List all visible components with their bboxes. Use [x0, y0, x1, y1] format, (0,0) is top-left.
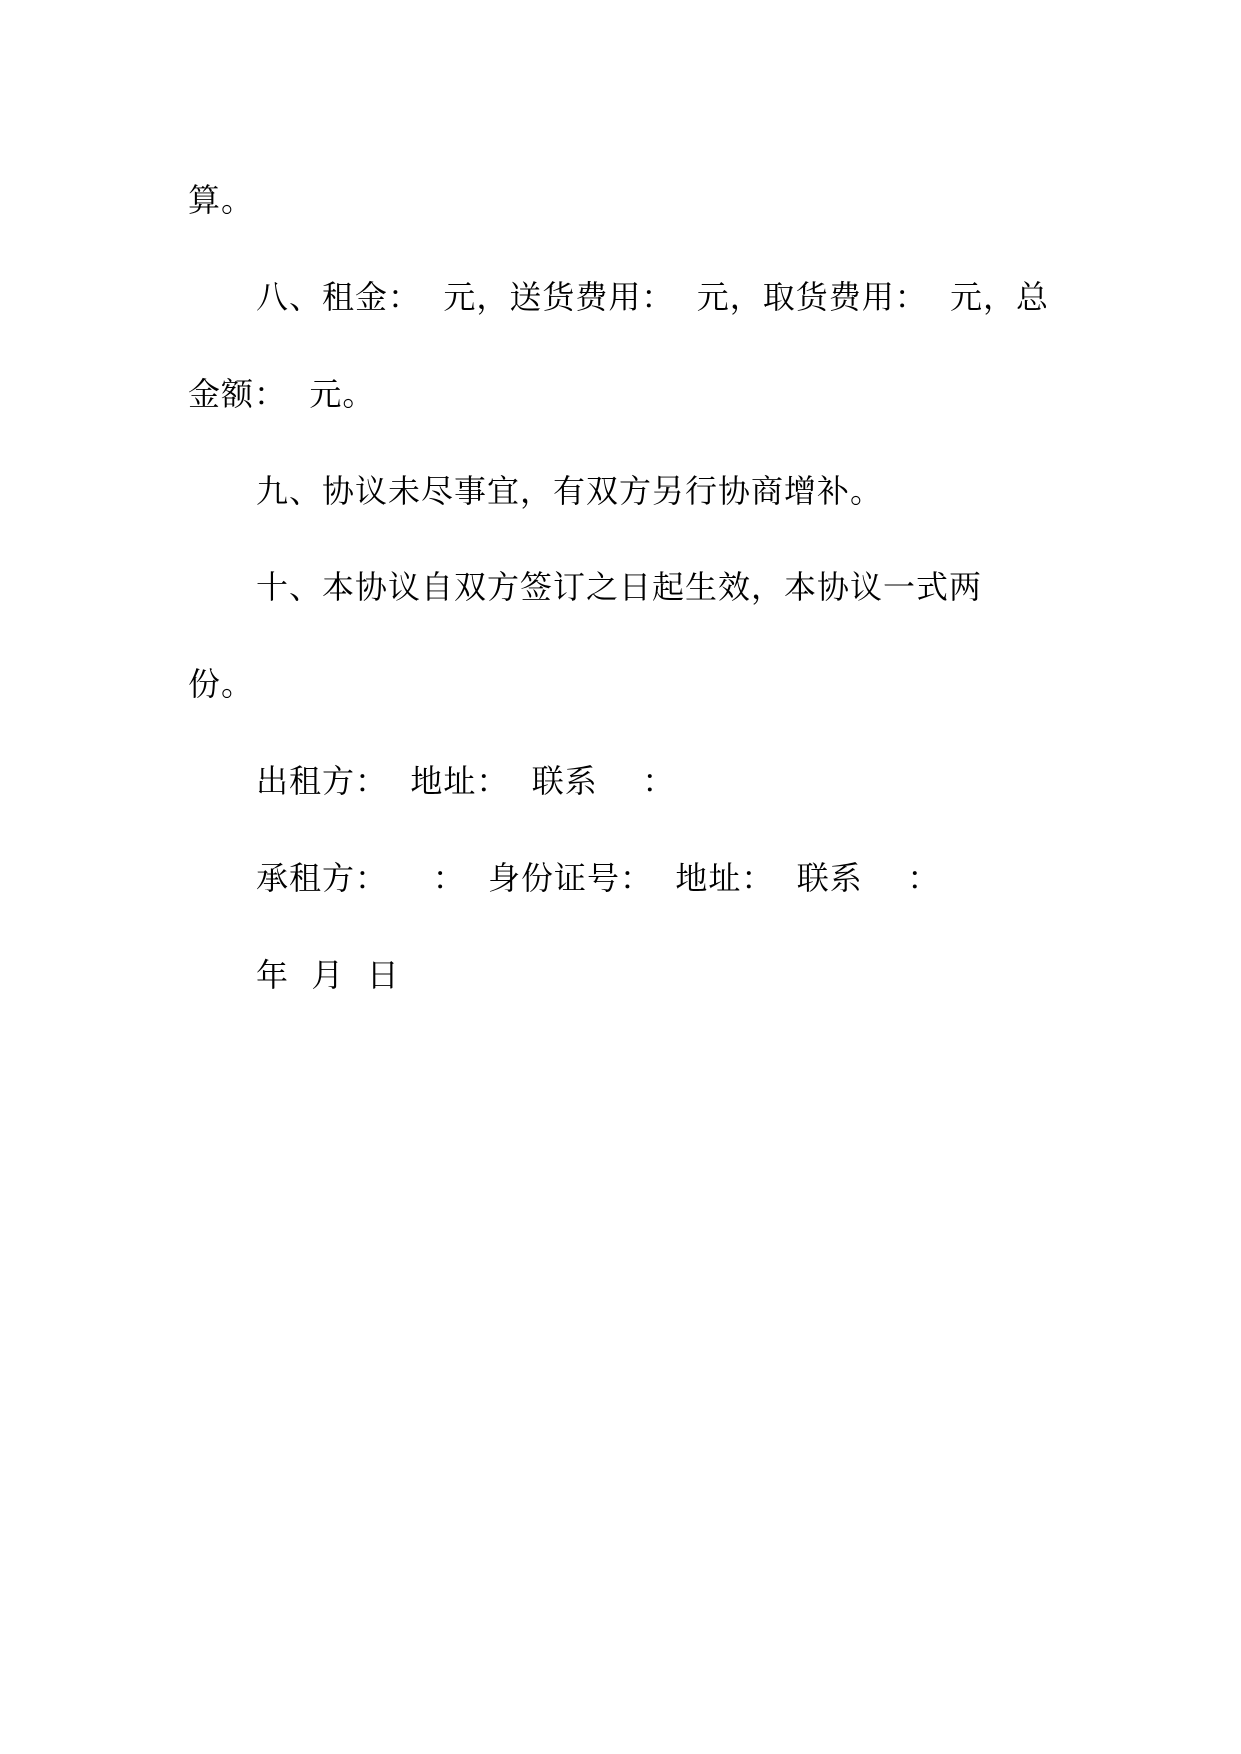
- lessee-signature-line: 承租方： ： 身份证号： 地址： 联系 ：: [256, 859, 941, 897]
- clause-9-supplement: 九、协议未尽事宜，有双方另行协商增补。: [256, 472, 884, 510]
- date-line: 年 月 日: [256, 956, 400, 994]
- lessor-signature-line: 出租方： 地址： 联系 ：: [256, 762, 676, 800]
- settlement-continuation: 算。: [188, 181, 255, 219]
- clause-10-effective: 十、本协议自双方签订之日起生效，本协议一式两: [256, 568, 983, 606]
- clause-10-continuation: 份。: [188, 665, 255, 703]
- clause-8-rent-fees: 八、租金： 元，送货费用： 元，取货费用： 元，总: [256, 278, 1050, 316]
- clause-8-total-amount: 金额： 元。: [188, 375, 376, 413]
